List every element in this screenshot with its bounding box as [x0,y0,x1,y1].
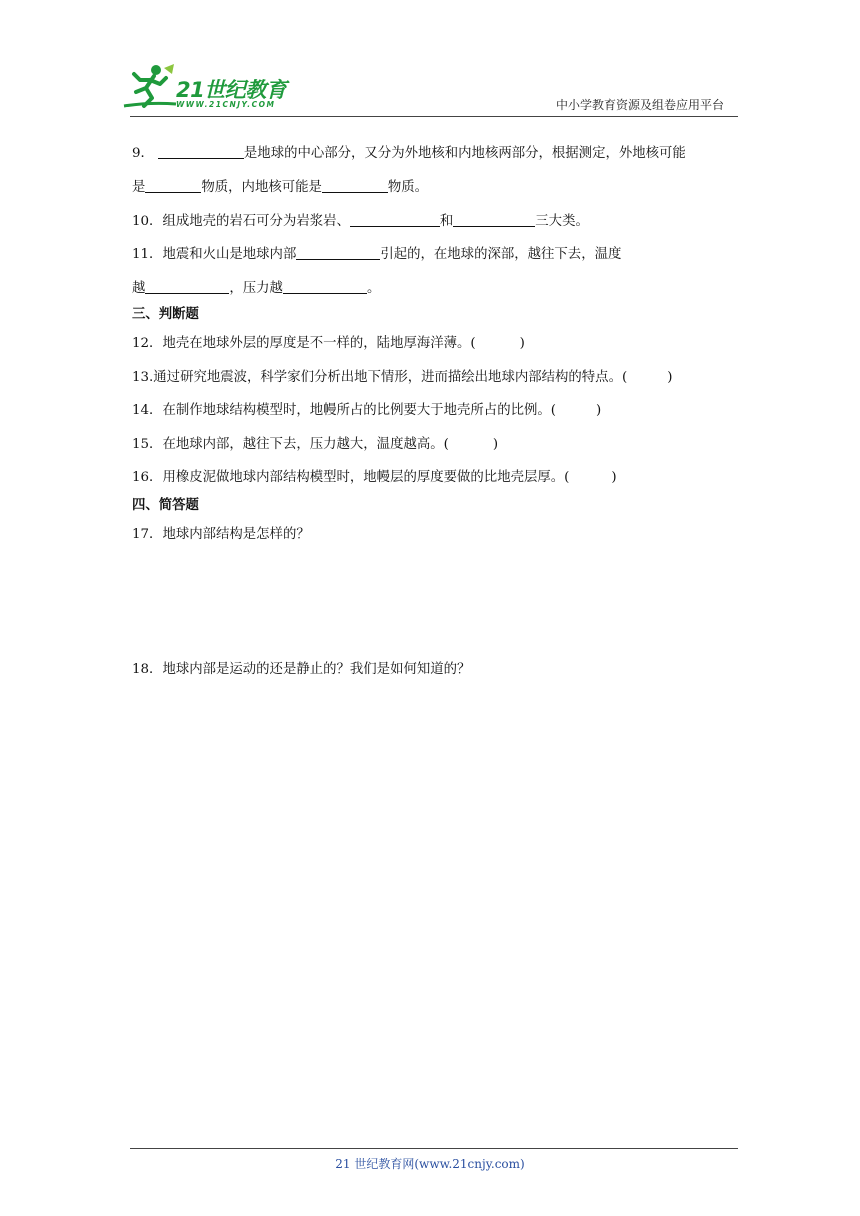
question-number: 9． [132,146,154,161]
question-18 [132,661,470,679]
close-paren: ) [492,437,499,452]
question-17 [132,526,310,544]
question-number: 12． [132,336,163,351]
question-16 [132,469,617,487]
question-text: 在地球内部，越往下去，压力越大，温度越高。( [162,437,449,452]
page-header [0,0,860,118]
logo-title: 21世纪教育 [176,78,287,102]
running-man-icon [120,62,180,112]
question-11-line-2 [132,279,380,298]
question-text: 是 [132,180,146,195]
logo-url: WWW.21CNJY.COM [176,100,276,109]
question-number: 14． [132,403,163,418]
question-number: 16． [132,470,163,485]
section-heading: 四、简答题 [132,498,199,513]
question-number: 17． [132,527,163,542]
answer-blank[interactable] [350,212,440,227]
logo [120,62,310,112]
question-9-line-2 [132,178,428,197]
close-paren: ) [611,470,617,485]
question-text: ，压力越 [229,281,283,296]
question-number: 15． [132,437,163,452]
question-text: 通过研究地震波，科学家们分析出地下情形，进而描绘出地球内部结构的特点。( [153,370,628,385]
answer-blank[interactable] [145,279,229,294]
question-11-line-1 [132,245,621,264]
question-9-line-1 [132,144,686,163]
close-paren: ) [596,403,602,418]
close-paren: ) [519,336,525,351]
question-13 [132,369,672,387]
answer-blank[interactable] [283,279,367,294]
question-text: 在制作地球结构模型时，地幔所占的比例要大于地壳所占的比例。( [162,403,556,418]
question-text: 地球内部是运动的还是静止的？我们是如何知道的？ [162,662,471,677]
section-heading: 三、判断题 [132,307,199,322]
answer-blank[interactable] [453,212,535,227]
answer-blank[interactable] [322,178,388,193]
answer-blank[interactable] [296,245,380,260]
question-10 [132,212,589,231]
question-15 [132,436,498,454]
question-text: 用橡皮泥做地球内部结构模型时，地幔层的厚度要做的比地壳层厚。( [162,470,570,485]
question-text: 和 [439,214,454,229]
question-text: 是地球的中心部分，又分为外地核和内地核两部分，根据测定，外地核可能 [243,146,686,161]
question-12 [132,335,525,353]
question-text: 组成地壳的岩石可分为岩浆岩、 [162,214,350,229]
question-number: 13. [132,370,154,385]
question-text: 地壳在地球外层的厚度是不一样的，陆地厚海洋薄。( [162,336,476,351]
question-text: 物质。 [387,180,429,195]
question-14 [132,402,601,420]
question-text: 引起的，在地球的深部，越往下去，温度 [380,247,622,262]
question-number: 11． [132,247,163,262]
footer-text: 21 世纪教育网(www.21cnjy.com) [335,1157,525,1171]
question-number: 10． [132,214,163,229]
question-text: 地球内部结构是怎样的？ [162,527,310,542]
header-divider [130,116,738,117]
question-text: 三大类。 [535,214,589,229]
question-text: 地震和火山是地球内部 [162,247,297,262]
answer-blank[interactable] [145,178,201,193]
footer-divider [130,1148,738,1149]
question-text: 物质，内地核可能是 [201,180,322,195]
platform-name: 中小学教育资源及组卷应用平台 [555,98,724,112]
question-text: 越 [132,281,146,296]
question-number: 18． [132,662,163,677]
close-paren: ) [667,370,673,385]
question-text: 。 [366,281,381,296]
answer-blank[interactable] [158,144,244,159]
